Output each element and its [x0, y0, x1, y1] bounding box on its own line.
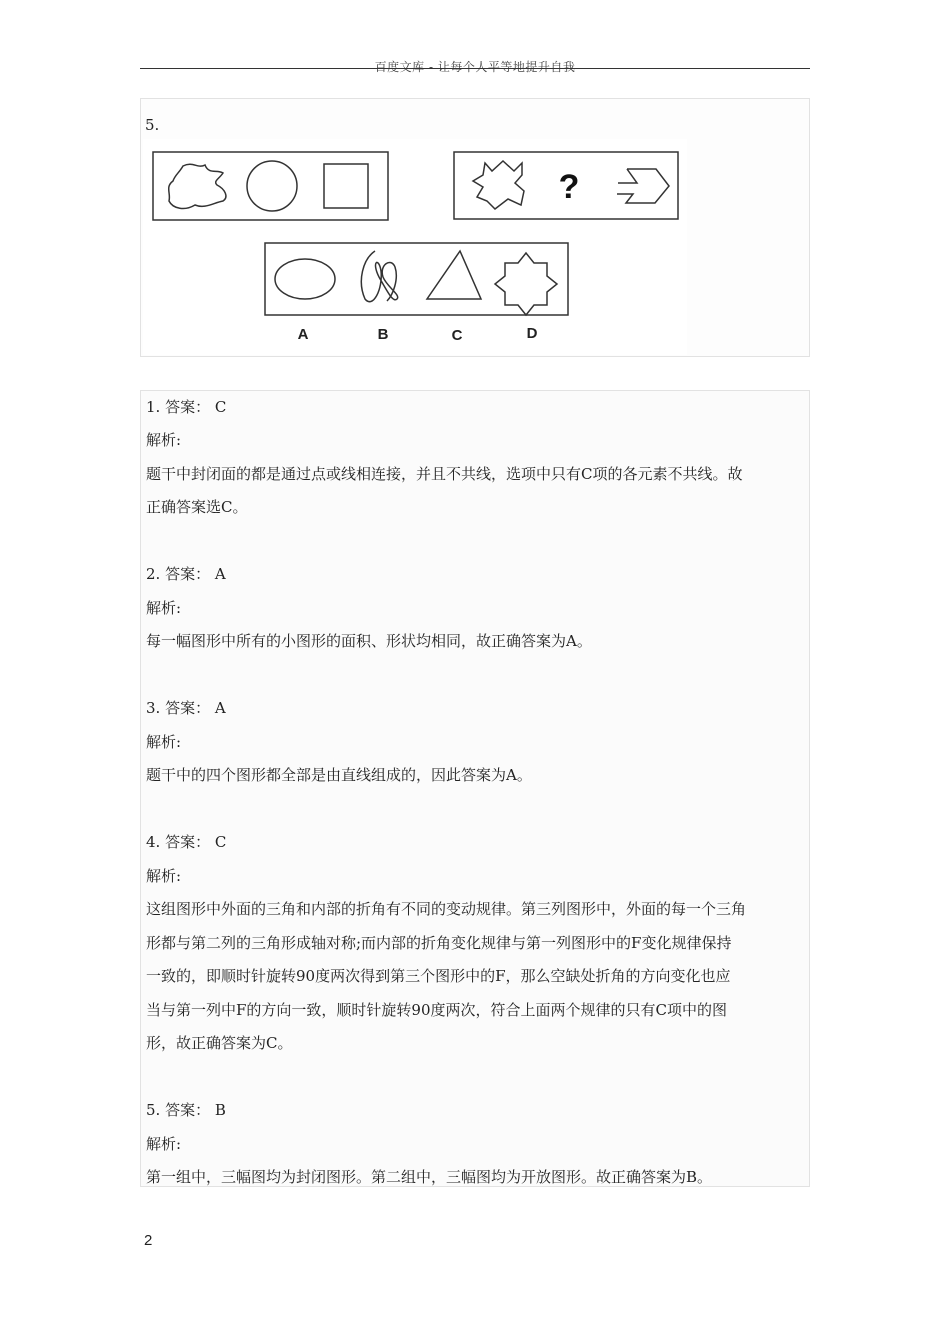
question-number: 5. [145, 116, 160, 134]
option-b-scribble [361, 251, 397, 302]
answer-5-heading: 5. 答案： B [146, 1101, 226, 1119]
option-label-c: C [451, 327, 463, 344]
option-label-b: B [377, 326, 389, 343]
answer-3-analysis-label: 解析: [146, 733, 182, 751]
answer-4-line-3: 一致的，即顺时针旋转90度两次得到第三个图形中的F，那么空缺处折角的方向变化也应 [146, 967, 731, 985]
answer-1-line-1: 题干中封闭面的都是通过点或线相连接，并且不共线，选项中只有C项的各元素不共线。故 [146, 465, 743, 483]
answer-1-analysis-label: 解析: [146, 431, 182, 449]
answer-1-heading: 1. 答案： C [146, 398, 227, 416]
missing-mark: ? [558, 168, 580, 206]
answer-4-line-5: 形，故正确答案为C。 [146, 1034, 293, 1052]
answer-4-heading: 4. 答案： C [146, 833, 227, 851]
notched-open-shape [473, 161, 524, 209]
answer-4-analysis-label: 解析: [146, 867, 182, 885]
option-a-ellipse [275, 259, 335, 299]
header-divider [140, 68, 810, 69]
answer-3-heading: 3. 答案： A [146, 699, 226, 717]
answer-4-line-4: 当与第一列中F的方向一致，顺时针旋转90度两次，符合上面两个规律的只有C项中的图 [146, 1001, 727, 1019]
answer-4-line-1: 这组图形中外面的三角和内部的折角有不同的变动规律。第三列图形中，外面的每一个三角 [146, 900, 747, 918]
answer-3-line-1: 题干中的四个图形都全部是由直线组成的，因此答案为A。 [146, 766, 532, 784]
page-number: 2 [144, 1232, 153, 1249]
answer-2-line-1: 每一幅图形中所有的小图形的面积、形状均相同，故正确答案为A。 [146, 632, 592, 650]
answer-4-line-2: 形都与第二列的三角形成轴对称;而内部的折角变化规律与第一列图形中的F变化规律保持 [146, 934, 732, 952]
arrow-open-shape [617, 169, 669, 203]
option-c-triangle [427, 251, 481, 299]
option-label-a: A [297, 326, 309, 343]
circle-shape [247, 161, 297, 211]
option-label-d: D [526, 325, 538, 342]
option-d-star [495, 253, 557, 315]
figure-svg [143, 139, 687, 355]
answer-5-analysis-label: 解析: [146, 1135, 182, 1153]
answer-1-line-2: 正确答案选C。 [146, 498, 248, 516]
group-one-frame [153, 152, 388, 220]
question-panel [140, 98, 810, 357]
header-title: 百度文库 - 让每个人平等地提升自我 [374, 60, 576, 74]
answer-2-heading: 2. 答案： A [146, 565, 226, 583]
answers-panel [140, 390, 810, 1187]
answer-5-line-1: 第一组中，三幅图均为封闭图形。第二组中，三幅图均为开放图形。故正确答案为B。 [146, 1168, 713, 1186]
question-figure [143, 139, 687, 355]
square-shape [324, 164, 368, 208]
irregular-blob-shape [169, 164, 226, 208]
options-frame [265, 243, 568, 315]
answer-2-analysis-label: 解析: [146, 599, 182, 617]
